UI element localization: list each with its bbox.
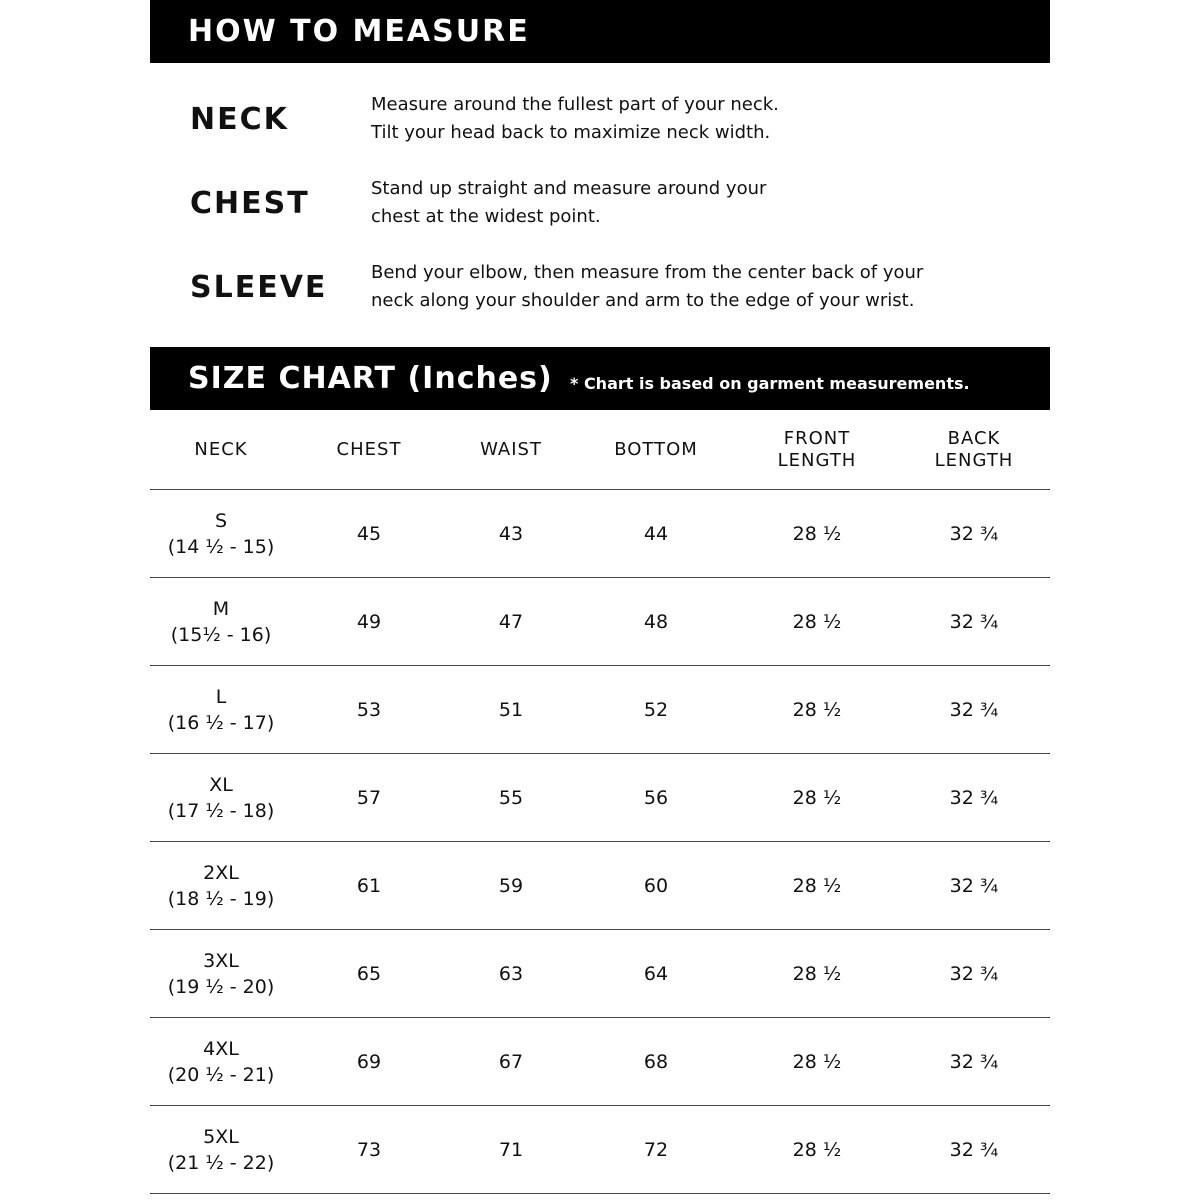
- cell-chest: 57: [292, 754, 446, 842]
- cell-front-length: 28 ½: [736, 842, 898, 930]
- measure-chest-description: [371, 175, 1050, 231]
- cell-size: [150, 930, 292, 1018]
- table-row: [150, 490, 1050, 578]
- measure-sleeve-line1: Bend your elbow, then measure from the center back of your: [371, 262, 924, 283]
- cell-waist: 51: [446, 666, 576, 754]
- measure-neck: [150, 85, 1050, 155]
- table-row: [150, 842, 1050, 930]
- cell-size: [150, 842, 292, 930]
- cell-chest: 45: [292, 490, 446, 578]
- table-row: [150, 578, 1050, 666]
- cell-waist: 59: [446, 842, 576, 930]
- cell-back-length: 32 ¾: [898, 754, 1050, 842]
- size-guide-sheet: [150, 0, 1050, 1200]
- cell-size: [150, 490, 292, 578]
- measure-sleeve-description: [371, 259, 1050, 315]
- table-row: [150, 754, 1050, 842]
- column-header-neck: NECK: [150, 410, 292, 490]
- measure-neck-line2: Tilt your head back to maximize neck width.: [371, 122, 771, 143]
- cell-bottom: 44: [576, 490, 736, 578]
- neck-range: (16 ½ - 17): [167, 711, 275, 734]
- size-label: 4XL: [203, 1037, 239, 1060]
- neck-range: (20 ½ - 21): [167, 1063, 275, 1086]
- table-row: [150, 666, 1050, 754]
- size-label: M: [212, 597, 230, 620]
- measure-chest-line1: Stand up straight and measure around your: [371, 178, 767, 199]
- table-header-row: [150, 410, 1050, 490]
- size-label: L: [215, 685, 227, 708]
- neck-range: (14 ½ - 15): [167, 535, 275, 558]
- neck-range: (21 ½ - 22): [167, 1151, 275, 1174]
- cell-front-length: 28 ½: [736, 490, 898, 578]
- cell-front-length: 28 ½: [736, 1018, 898, 1106]
- neck-range: (15½ - 16): [170, 623, 272, 646]
- how-to-measure-header: [150, 0, 1050, 63]
- cell-waist: 67: [446, 1018, 576, 1106]
- cell-chest: 69: [292, 1018, 446, 1106]
- cell-chest: 49: [292, 578, 446, 666]
- cell-chest: 73: [292, 1106, 446, 1194]
- table-row: [150, 930, 1050, 1018]
- size-label: XL: [209, 773, 233, 796]
- measure-sleeve: [150, 253, 1050, 323]
- size-label: S: [214, 509, 228, 532]
- cell-back-length: 32 ¾: [898, 666, 1050, 754]
- size-rows: [150, 490, 1050, 1194]
- size-chart-header: [150, 347, 1050, 410]
- column-header-bottom: BOTTOM: [576, 410, 736, 490]
- cell-bottom: 56: [576, 754, 736, 842]
- cell-back-length: 32 ¾: [898, 1106, 1050, 1194]
- cell-front-length: 28 ½: [736, 578, 898, 666]
- cell-bottom: 48: [576, 578, 736, 666]
- column-header-back-length: BACK LENGTH: [898, 410, 1050, 490]
- measure-sleeve-line2: neck along your shoulder and arm to the edge of your wrist.: [371, 290, 915, 311]
- how-to-measure-title: HOW TO MEASURE: [188, 14, 530, 49]
- cell-size: [150, 578, 292, 666]
- cell-bottom: 52: [576, 666, 736, 754]
- neck-range: (18 ½ - 19): [167, 887, 275, 910]
- measure-chest: [150, 169, 1050, 239]
- cell-bottom: 64: [576, 930, 736, 1018]
- measure-chest-line2: chest at the widest point.: [371, 206, 601, 227]
- cell-size: [150, 754, 292, 842]
- cell-bottom: 68: [576, 1018, 736, 1106]
- size-label: 2XL: [203, 861, 239, 884]
- cell-size: [150, 666, 292, 754]
- cell-back-length: 32 ¾: [898, 842, 1050, 930]
- neck-range: (19 ½ - 20): [167, 975, 275, 998]
- table-row: [150, 1018, 1050, 1106]
- cell-waist: 71: [446, 1106, 576, 1194]
- column-header-chest: CHEST: [292, 410, 446, 490]
- table-row: [150, 1106, 1050, 1194]
- cell-front-length: 28 ½: [736, 1106, 898, 1194]
- cell-waist: 43: [446, 490, 576, 578]
- size-chart-title: SIZE CHART (Inches): [188, 361, 553, 396]
- measure-chest-label: CHEST: [190, 186, 310, 221]
- cell-waist: 47: [446, 578, 576, 666]
- measure-sleeve-label: SLEEVE: [190, 270, 328, 305]
- cell-chest: 61: [292, 842, 446, 930]
- size-label: 5XL: [203, 1125, 239, 1148]
- size-chart-note: * Chart is based on garment measurements.: [570, 374, 970, 393]
- cell-front-length: 28 ½: [736, 666, 898, 754]
- cell-bottom: 60: [576, 842, 736, 930]
- cell-size: [150, 1018, 292, 1106]
- cell-front-length: 28 ½: [736, 930, 898, 1018]
- measure-neck-line1: Measure around the fullest part of your neck.: [371, 94, 779, 115]
- measure-neck-description: [371, 91, 1050, 147]
- cell-bottom: 72: [576, 1106, 736, 1194]
- cell-chest: 53: [292, 666, 446, 754]
- cell-waist: 55: [446, 754, 576, 842]
- cell-back-length: 32 ¾: [898, 490, 1050, 578]
- cell-size: [150, 1106, 292, 1194]
- cell-back-length: 32 ¾: [898, 930, 1050, 1018]
- cell-back-length: 32 ¾: [898, 1018, 1050, 1106]
- column-header-waist: WAIST: [446, 410, 576, 490]
- size-label: 3XL: [203, 949, 239, 972]
- measure-neck-label: NECK: [190, 102, 289, 137]
- column-header-front-length: FRONT LENGTH: [736, 410, 898, 490]
- cell-front-length: 28 ½: [736, 754, 898, 842]
- size-chart-table: [150, 410, 1050, 1194]
- cell-chest: 65: [292, 930, 446, 1018]
- cell-waist: 63: [446, 930, 576, 1018]
- neck-range: (17 ½ - 18): [167, 799, 275, 822]
- cell-back-length: 32 ¾: [898, 578, 1050, 666]
